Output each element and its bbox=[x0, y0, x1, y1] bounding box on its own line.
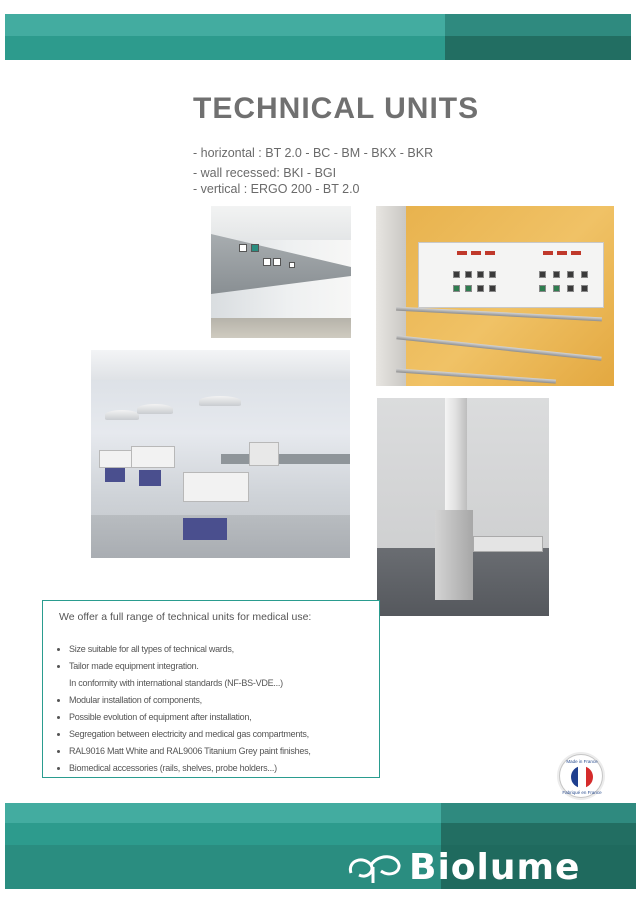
subtitle-horizontal: - horizontal : BT 2.0 - BC - BM - BKX - BKR bbox=[193, 146, 434, 160]
brand-name: Biolume bbox=[409, 846, 581, 888]
list-item: Modular installation of components, bbox=[55, 692, 311, 709]
photo-corridor-unit bbox=[211, 206, 351, 338]
info-box bbox=[42, 600, 380, 778]
list-item: Biomedical accessories (rails, shelves, probe holders...) bbox=[55, 760, 311, 777]
subtitle-vertical: - vertical : ERGO 200 - BT 2.0 bbox=[193, 182, 360, 196]
badge-top-text: Made in France bbox=[566, 759, 598, 764]
footer-band bbox=[5, 803, 636, 889]
made-in-france-badge bbox=[559, 754, 603, 798]
badge-bottom-text: Fabriqué en France bbox=[562, 790, 602, 795]
feature-list bbox=[55, 641, 311, 777]
page-title: TECHNICAL UNITS bbox=[193, 92, 480, 125]
list-item: Tailor made equipment integration. bbox=[55, 658, 311, 675]
subtitle-wall-recessed: - wall recessed: BKI - BGI bbox=[193, 166, 337, 180]
photo-wall-panel bbox=[376, 206, 614, 386]
header-band bbox=[5, 14, 631, 60]
list-item: Size suitable for all types of technical wards, bbox=[55, 641, 311, 658]
photo-vertical-column bbox=[377, 398, 549, 616]
list-item: Segregation between electricity and medical gas compartments, bbox=[55, 726, 311, 743]
brand-logo bbox=[345, 845, 580, 889]
list-item: In conformity with international standards (NF-BS-VDE...) bbox=[69, 678, 283, 688]
france-flag-icon bbox=[571, 766, 593, 788]
photo-neonatal-room bbox=[91, 350, 350, 558]
list-item: Possible evolution of equipment after installation, bbox=[55, 709, 311, 726]
list-item: RAL9016 Matt White and RAL9006 Titanium Grey paint finishes, bbox=[55, 743, 311, 760]
biolume-logo-icon bbox=[345, 847, 405, 887]
info-intro: We offer a full range of technical units for medical use: bbox=[59, 611, 312, 623]
